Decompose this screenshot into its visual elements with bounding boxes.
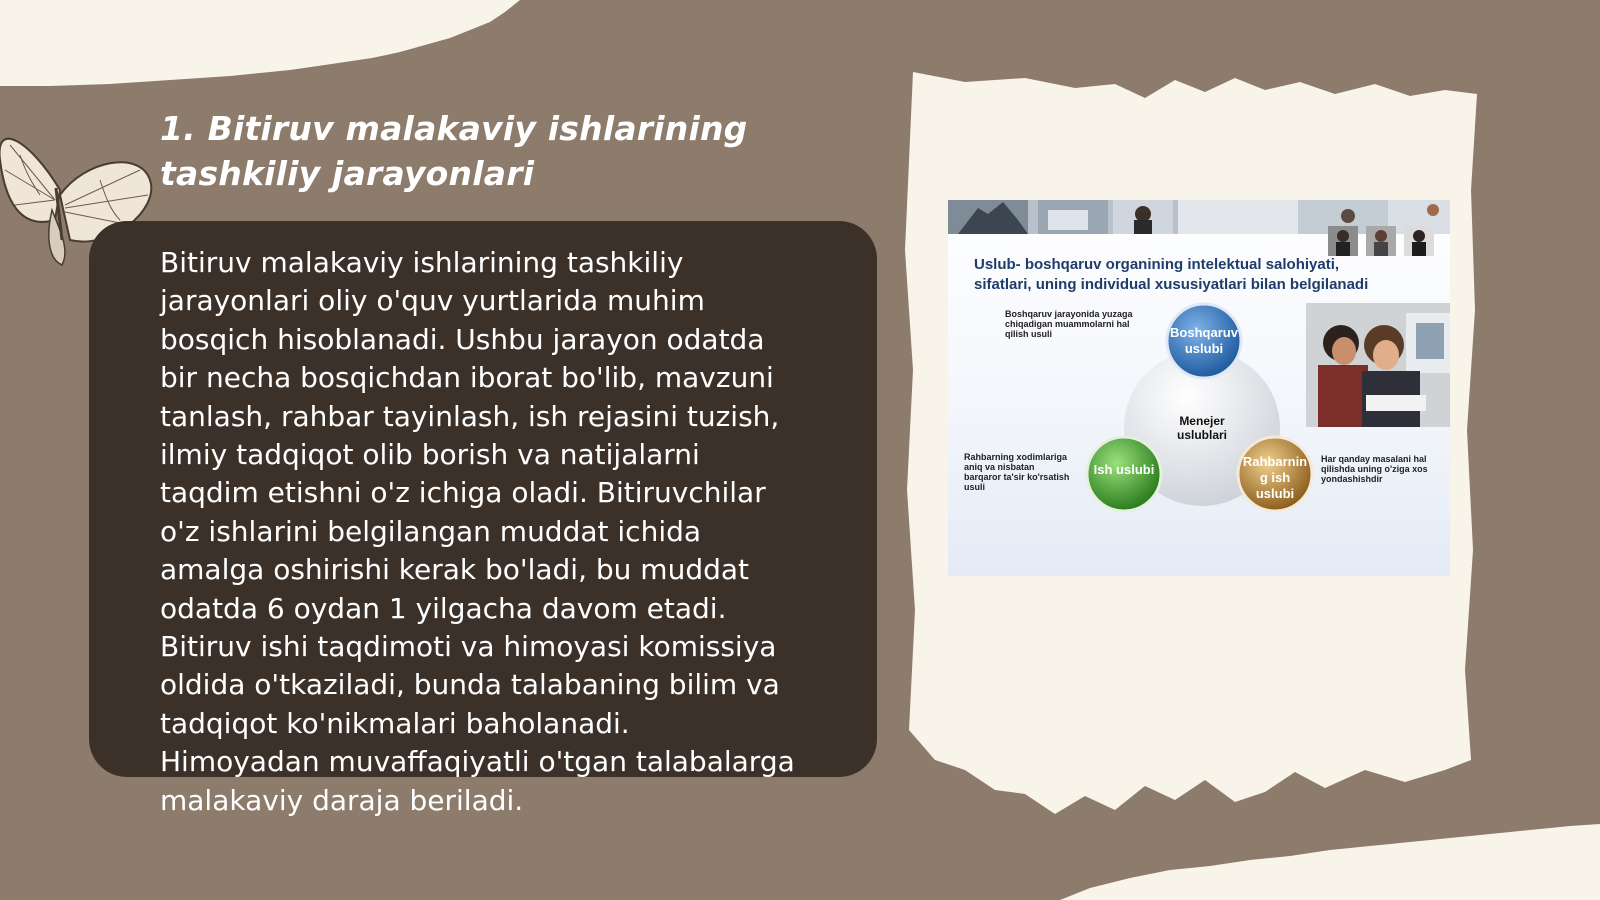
body-line: bosqich hisoblanadi. Ushbu jarayon odatda <box>160 322 765 356</box>
desc-line: qilishda uning o'ziga xos <box>1321 464 1428 474</box>
slide-title-line-2: tashkiliy jarayonlari <box>160 154 535 193</box>
office-photo <box>1306 303 1450 427</box>
body-line: Bitiruv malakaviy ishlarining tashkiliy <box>160 246 684 279</box>
node-label-ish-uslubi <box>1084 462 1164 478</box>
desc-line: Rahbarning xodimlariga <box>964 452 1068 462</box>
body-line: o'z ishlarini belgilangan muddat ichida <box>160 514 702 548</box>
body-line: oldida o'tkaziladi, bunda talabaning bilim va <box>160 668 780 702</box>
body-line: tanlash, rahbar tayinlash, ish rejasini tuzish, <box>160 399 780 433</box>
body-paragraph <box>160 244 850 820</box>
node-line: Ish uslubi <box>1093 462 1155 477</box>
node-line: uslubi <box>1184 341 1224 356</box>
embedded-title-line-2: sifatlari, uning individual xususiyatlari bilan belgilanadi <box>974 276 1369 293</box>
desc-line: aniq va nisbatan <box>964 462 1035 472</box>
desc-line: qilish usuli <box>1005 329 1053 339</box>
desc-rahbar <box>1321 454 1446 484</box>
desc-ish-uslubi <box>964 452 1094 492</box>
embedded-title-line-1: Uslub- boshqaruv organining intelektual salohiyati, <box>974 256 1340 273</box>
node-line: uslubi <box>1255 486 1295 501</box>
center-line: Menejer <box>1179 414 1225 428</box>
body-line: amalga oshirishi kerak bo'ladi, bu muddat <box>160 553 749 587</box>
body-line: Bitiruv ishi taqdimoti va himoyasi komissiya <box>160 630 777 664</box>
node-line: Rahbarnin <box>1242 454 1308 469</box>
node-line: Boshqaruv <box>1170 325 1238 340</box>
node-label-boshqaruv <box>1164 325 1244 357</box>
body-line: bir necha bosqichdan iborat bo'lib, mavzuni <box>160 361 774 395</box>
body-line: tadqiqot ko'nikmalari baholanadi. <box>160 706 630 740</box>
desc-line: Har qanday masalani hal <box>1321 454 1427 464</box>
slide-title-line-1: 1. Bitiruv malakaviy ishlarining <box>160 109 748 148</box>
body-line: ilmiy tadqiqot olib borish va natijalarni <box>160 438 700 472</box>
embedded-slide-image <box>948 200 1450 576</box>
node-label-rahbar <box>1235 454 1315 502</box>
desc-line: yondashishdir <box>1321 474 1383 484</box>
node-line: g ish <box>1259 470 1291 485</box>
body-line: taqdim etishni o'z ichiga oladi. Bitiruvchilar <box>160 476 766 510</box>
desc-line: Boshqaruv jarayonida yuzaga <box>1005 309 1133 319</box>
center-line: uslublari <box>1176 428 1227 442</box>
body-line: malakaviy daraja beriladi. <box>160 783 524 817</box>
desc-boshqaruv <box>1005 309 1155 339</box>
slide-title <box>160 106 840 196</box>
center-label <box>1162 414 1242 442</box>
desc-line: barqaror ta'sir ko'rsatish <box>964 472 1070 482</box>
body-line: jarayonlari oliy o'quv yurtlarida muhim <box>160 284 705 318</box>
desc-line: usuli <box>964 482 986 492</box>
desc-line: chiqadigan muammolarni hal <box>1005 319 1130 329</box>
body-line: odatda 6 oydan 1 yilgacha davom etadi. <box>160 591 727 625</box>
body-line: Himoyadan muvaffaqiyatli o'tgan talabalarga <box>160 745 795 779</box>
